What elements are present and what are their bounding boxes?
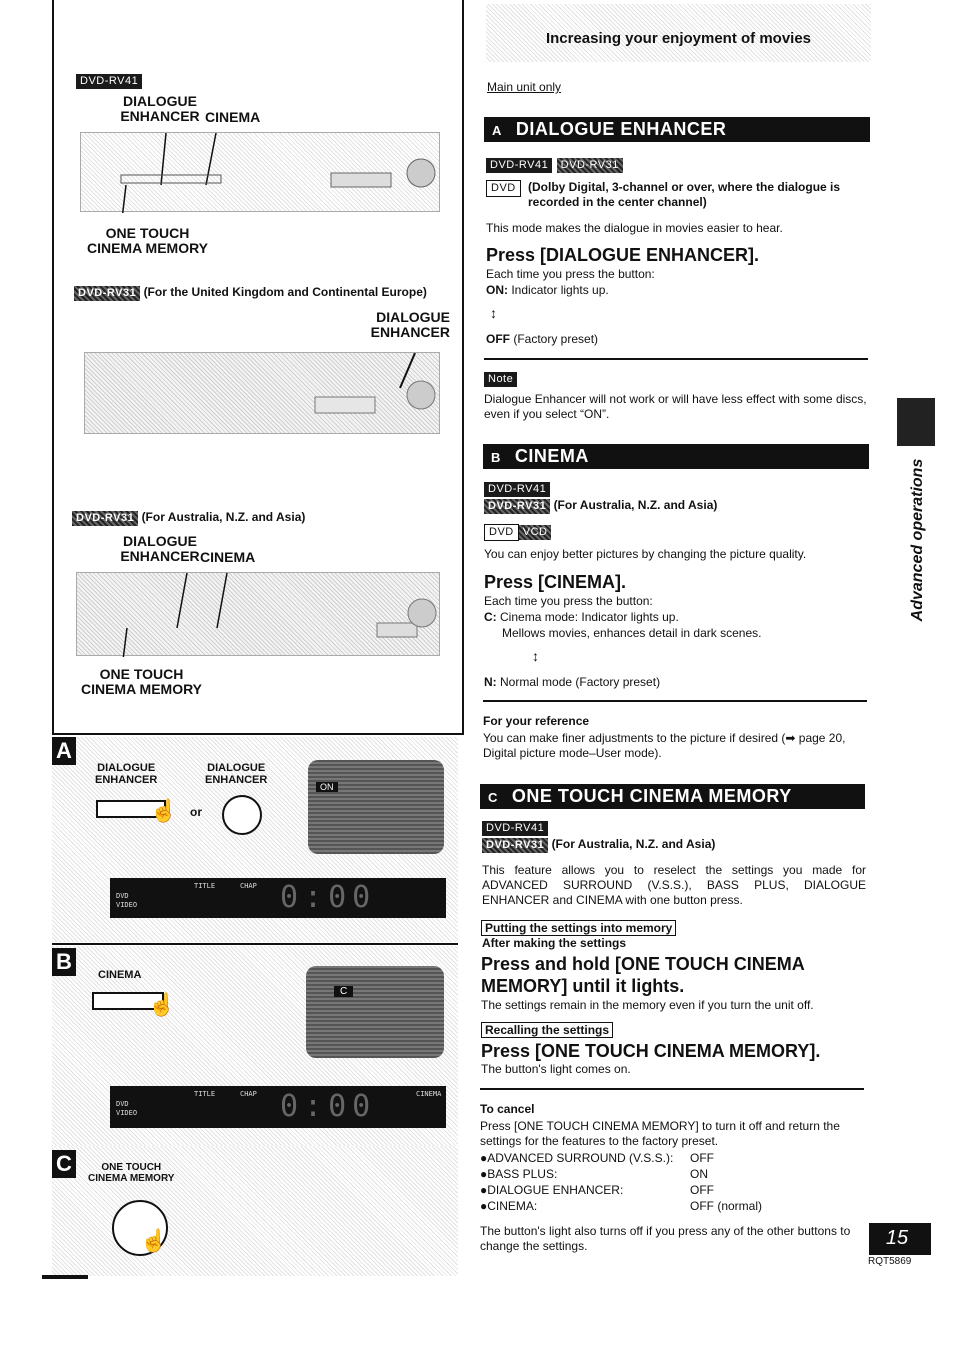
off-text: (Factory preset) xyxy=(513,332,599,346)
lcd-title-label: TITLE xyxy=(194,1090,216,1098)
model-tag: DVD-RV31 xyxy=(484,499,550,514)
step-letter: B xyxy=(52,948,76,976)
n-label: N: xyxy=(484,675,497,689)
panel3-heading xyxy=(72,510,305,526)
section-title: CINEMA xyxy=(514,446,589,466)
region-note: (For Australia, N.Z. and Asia) xyxy=(141,510,306,524)
dialogue-enhancer-label: DIALOGUE ENHANCER xyxy=(370,309,450,340)
one-touch-label: ONE TOUCH CINEMA MEMORY xyxy=(88,1162,175,1184)
model-tag: DVD-RV41 xyxy=(484,482,550,497)
section-letter: B xyxy=(491,450,501,465)
panel2-heading xyxy=(74,285,427,301)
disc-tag: DVD xyxy=(486,180,521,197)
memory-remain-text: The settings remain in the memory even if you turn the unit off. xyxy=(481,998,814,1012)
page-number: 15 xyxy=(885,1227,909,1249)
list-item-name: ●CINEMA: xyxy=(480,1199,538,1213)
step-letter: A xyxy=(52,737,76,765)
section-b-heading xyxy=(483,444,869,469)
list-item xyxy=(480,1198,870,1214)
model-tag: DVD-RV31 xyxy=(74,286,140,301)
c-detail: Mellows movies, enhances detail in dark scenes. xyxy=(502,626,762,640)
light-text: The button's light comes on. xyxy=(481,1062,631,1076)
lcd-title-label: TITLE xyxy=(194,882,216,890)
remote-button-round[interactable] xyxy=(222,795,262,835)
player-detail xyxy=(77,573,441,657)
page-header-banner xyxy=(486,4,871,62)
lcd-dvd-label: DVD xyxy=(116,1100,129,1108)
lcd-chap-label: CHAP xyxy=(240,882,257,890)
recalling-settings-label: Recalling the settings xyxy=(481,1022,613,1038)
condition-note: (Dolby Digital, 3-channel or over, where the dialogue is recorded in the center channel) xyxy=(528,180,841,209)
section-title: ONE TOUCH CINEMA MEMORY xyxy=(511,786,792,806)
c-label: C: xyxy=(484,610,497,624)
divider xyxy=(484,358,868,360)
section-c-heading xyxy=(480,784,865,809)
one-touch-label: ONE TOUCH CINEMA MEMORY xyxy=(86,225,209,256)
putting-settings-label: Putting the settings into memory xyxy=(481,920,676,936)
model-tag-row xyxy=(482,837,715,853)
lcd-cinema-label: CINEMA xyxy=(416,1090,442,1098)
section-description: This mode makes the dialogue in movies easier to hear. xyxy=(486,221,783,235)
section-description: You can enjoy better pictures by changing the picture quality. xyxy=(484,547,807,561)
lcd-video-label: VIDEO xyxy=(116,901,138,909)
n-state xyxy=(484,675,660,690)
lcd-display xyxy=(110,1086,446,1128)
lcd-video-label: VIDEO xyxy=(116,1109,138,1117)
n-text: Normal mode (Factory preset) xyxy=(500,675,661,689)
off-state xyxy=(486,332,598,347)
section-description: This feature allows you to reselect the settings you made for ADVANCED SURROUND (V.S.S.), BASS PLUS, DIALOGUE ENHANCER and CINEMA with one button press. xyxy=(482,863,866,907)
disc-tag: DVD xyxy=(484,524,519,541)
list-item xyxy=(480,1166,870,1182)
cinema-label: CINEMA xyxy=(98,969,142,981)
screen-on-indicator: ON xyxy=(316,782,338,792)
press-instruction: Press [CINEMA]. xyxy=(484,572,627,592)
footer-note: The button's light also turns off if you press any of the other buttons to change the settings. xyxy=(480,1224,851,1253)
page-number-box xyxy=(869,1223,931,1255)
each-time-text: Each time you press the button: xyxy=(484,594,653,608)
list-item xyxy=(480,1150,870,1166)
list-item-value: ON xyxy=(690,1167,708,1181)
dialogue-enhancer-label: DIALOGUE ENHANCER xyxy=(95,762,158,786)
document-code: RQT5869 xyxy=(868,1256,912,1267)
on-label: ON: xyxy=(486,283,508,297)
hand-pointer-icon: ☝ xyxy=(150,798,178,823)
dvd-player-front-panel xyxy=(76,572,440,656)
lcd-dvd-label: DVD xyxy=(116,892,129,900)
dialogue-enhancer-label: DIALOGUE ENHANCER xyxy=(120,93,200,124)
reference-text: You can make finer adjustments to the picture if desired (➡ page 20, Digital picture mode–User mode). xyxy=(483,731,846,760)
hand-pointer-icon: ☝ xyxy=(140,1228,168,1253)
divider xyxy=(483,700,867,702)
section-letter: C xyxy=(488,790,498,805)
off-label: OFF xyxy=(486,332,510,346)
hand-pointer-icon: ☝ xyxy=(148,992,176,1017)
list-item xyxy=(480,1182,870,1198)
model-tag: DVD-RV31 xyxy=(557,158,623,173)
cancel-title: To cancel xyxy=(480,1102,535,1116)
divider xyxy=(480,1088,864,1090)
sidebar-tab xyxy=(897,398,935,446)
cinema-label: CINEMA xyxy=(205,109,261,125)
press-hold-instruction: Press and hold [ONE TOUCH CINEMA MEMORY] until it lights. xyxy=(481,954,805,996)
model-tag: DVD-RV31 xyxy=(72,511,138,526)
model-tag-row xyxy=(484,498,717,514)
cancel-text: Press [ONE TOUCH CINEMA MEMORY] to turn it off and return the settings for the features to the factory preset. xyxy=(480,1119,840,1148)
player-detail xyxy=(81,133,441,213)
model-tag: DVD-RV41 xyxy=(482,821,548,836)
section-title: DIALOGUE ENHANCER xyxy=(515,119,727,139)
note-text: Dialogue Enhancer will not work or will have less effect with some discs, even if you select “ON”. xyxy=(484,392,867,421)
c-state xyxy=(484,610,679,625)
region-note: (For Australia, N.Z. and Asia) xyxy=(551,837,716,851)
dvd-player-front-panel xyxy=(80,132,440,212)
step-letter: C xyxy=(52,1150,76,1178)
dialogue-enhancer-label: DIALOGUE ENHANCER xyxy=(120,533,200,564)
lcd-digits: 0:00 xyxy=(280,1089,377,1124)
note-tag: Note xyxy=(484,372,517,387)
dialogue-enhancer-label: DIALOGUE ENHANCER xyxy=(205,762,268,786)
list-item-name: ●DIALOGUE ENHANCER: xyxy=(480,1183,624,1197)
toggle-arrow-icon: ↕ xyxy=(490,305,497,321)
each-time-text: Each time you press the button: xyxy=(486,267,655,281)
toggle-arrow-icon: ↕ xyxy=(532,648,539,664)
one-touch-label: ONE TOUCH CINEMA MEMORY xyxy=(80,666,203,697)
model-tag: DVD-RV41 xyxy=(486,158,552,173)
tv-screen xyxy=(308,760,444,854)
model-tag: DVD-RV41 xyxy=(76,74,142,89)
tv-screen xyxy=(306,966,444,1058)
section-a-heading xyxy=(484,117,870,142)
default-settings-list xyxy=(480,1150,870,1214)
main-unit-note: Main unit only xyxy=(487,80,562,94)
lcd-display xyxy=(110,878,446,918)
after-settings-text: After making the settings xyxy=(482,936,627,950)
or-label: or xyxy=(190,805,202,819)
dvd-player-front-panel xyxy=(84,352,440,434)
disc-tags xyxy=(484,522,551,541)
cinema-label: CINEMA xyxy=(200,549,256,565)
list-item-name: ●ADVANCED SURROUND (V.S.S.): xyxy=(480,1151,674,1165)
press-otc-instruction: Press [ONE TOUCH CINEMA MEMORY]. xyxy=(481,1041,821,1061)
bottom-rule xyxy=(42,1275,88,1279)
lcd-chap-label: CHAP xyxy=(240,1090,257,1098)
press-instruction: Press [DIALOGUE ENHANCER]. xyxy=(486,245,760,265)
model-tag: DVD-RV31 xyxy=(482,838,548,853)
region-note: (For the United Kingdom and Continental Europe) xyxy=(143,285,427,299)
reference-title: For your reference xyxy=(483,714,590,728)
section-letter: A xyxy=(492,123,502,138)
sidebar-label: Advanced operations xyxy=(909,458,926,622)
on-state xyxy=(486,283,609,298)
model-tags xyxy=(486,155,623,173)
list-item-value: OFF xyxy=(690,1151,714,1165)
player-detail xyxy=(85,353,441,435)
list-item-value: OFF xyxy=(690,1183,714,1197)
screen-c-indicator: C xyxy=(334,986,353,997)
list-item-value: OFF (normal) xyxy=(690,1199,762,1213)
lcd-digits: 0:00 xyxy=(280,880,377,915)
list-item-name: ●BASS PLUS: xyxy=(480,1167,558,1181)
on-text: Indicator lights up. xyxy=(511,283,609,297)
disc-tag: VCD xyxy=(519,525,552,540)
page-header-title: Increasing your enjoyment of movies xyxy=(545,30,812,47)
c-text: Cinema mode: Indicator lights up. xyxy=(500,610,679,624)
step-b-divider xyxy=(52,943,458,945)
region-note: (For Australia, N.Z. and Asia) xyxy=(553,498,718,512)
